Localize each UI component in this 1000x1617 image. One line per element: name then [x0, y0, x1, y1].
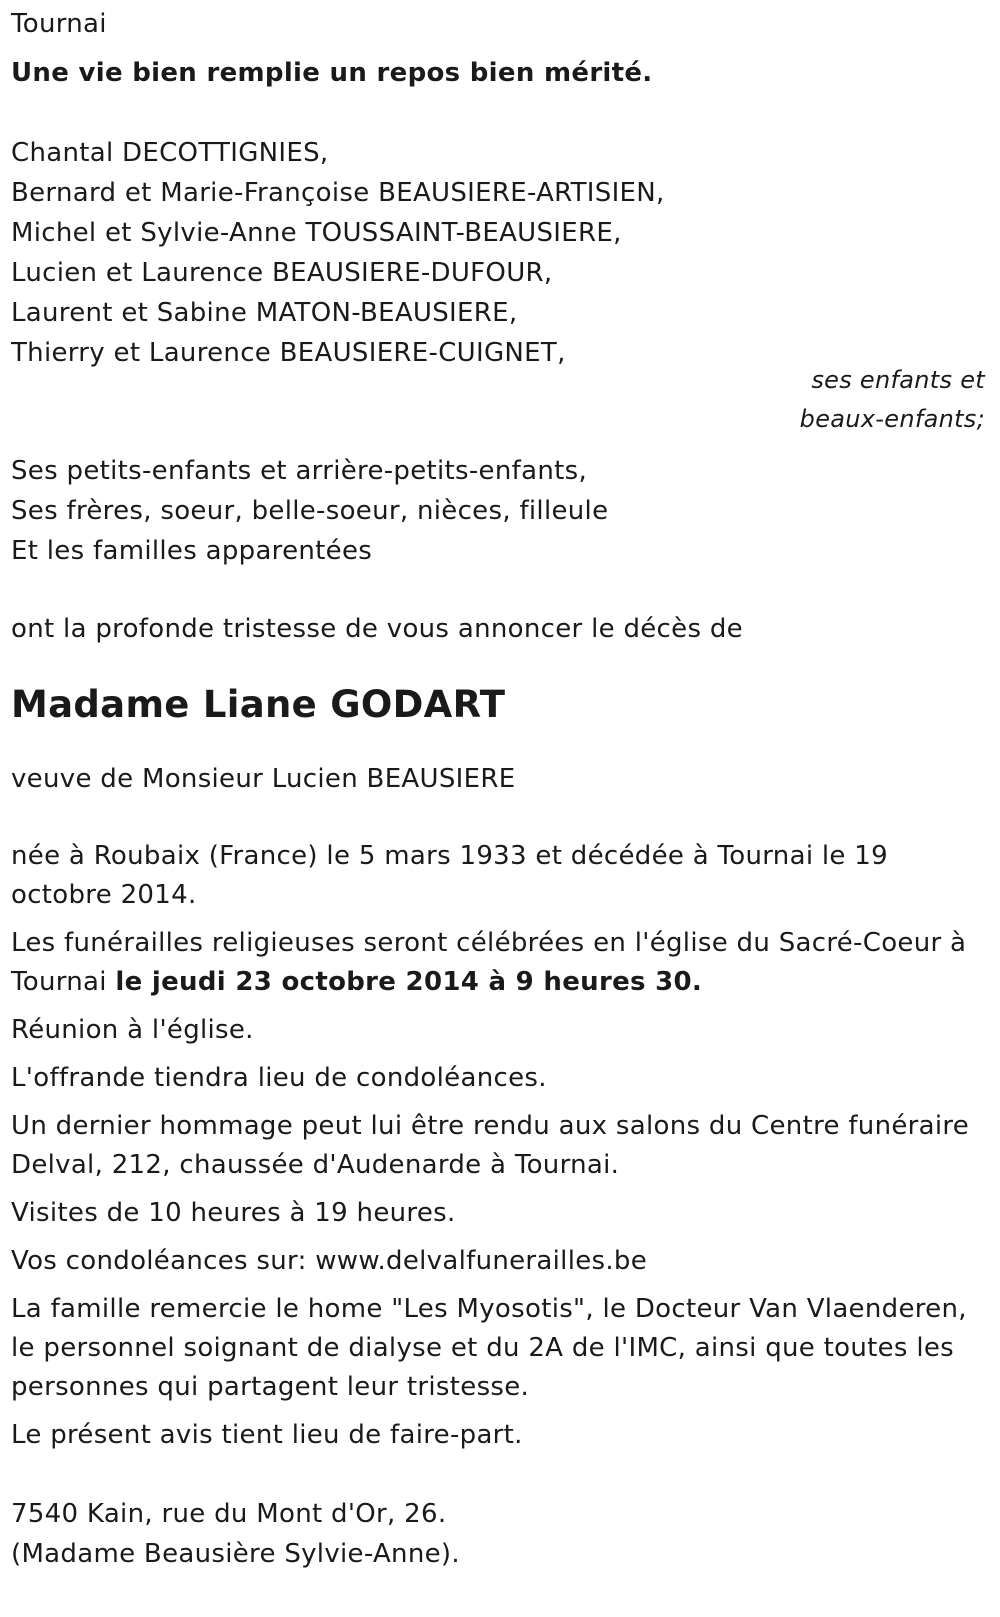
city-heading: Tournai [11, 9, 107, 39]
meeting-info: Réunion à l'église. [11, 1015, 254, 1045]
address-line: 7540 Kain, rue du Mont d'Or, 26. [11, 1499, 447, 1529]
list-item: Et les familles apparentées [11, 536, 373, 566]
funeral-text: Les funérailles religieuses seront célébrées en l'église du Sacré-Coeur à Tournai [11, 928, 967, 997]
notice-info: Le présent avis tient lieu de faire-part. [11, 1420, 523, 1450]
list-item: Lucien et Laurence BEAUSIERE-DUFOUR, [11, 258, 553, 288]
children-note-line: ses enfants et [811, 366, 985, 394]
list-item: Bernard et Marie-Françoise BEAUSIERE-ARTISIEN, [11, 178, 665, 208]
funeral-date: le jeudi 23 octobre 2014 à 9 heures 30. [115, 967, 703, 997]
offering-info: L'offrande tiendra lieu de condoléances. [11, 1063, 547, 1093]
list-item: Ses frères, soeur, belle-soeur, nièces, filleule [11, 496, 609, 526]
obituary-notice [11, 0, 991, 1574]
thanks-info: La famille remercie le home "Les Myosotis", le Docteur Van Vlaenderen, le personnel soignant de dialyse et du 2A de l'IMC, ainsi que toutes les personnes qui partagent leur tristesse. [11, 1294, 967, 1402]
details [11, 837, 991, 1455]
list-item: Thierry et Laurence BEAUSIERE-CUIGNET, [11, 338, 566, 368]
list-item: Chantal DECOTTIGNIES, [11, 138, 329, 168]
children-list [11, 133, 991, 373]
visits-info: Visites de 10 heures à 19 heures. [11, 1198, 456, 1228]
family-list [11, 451, 991, 571]
deceased-name: Madame Liane GODART [11, 683, 506, 726]
funeral-info [11, 924, 971, 1002]
homage-info: Un dernier hommage peut lui être rendu aux salons du Centre funéraire Delval, 212, chaussée d'Audenarde à Tournai. [11, 1111, 970, 1180]
list-item: Laurent et Sabine MATON-BEAUSIERE, [11, 298, 518, 328]
motto: Une vie bien remplie un repos bien mérité. [11, 58, 653, 88]
address-contact: (Madame Beausière Sylvie-Anne). [11, 1539, 460, 1569]
children-note [800, 361, 985, 439]
widow-of: veuve de Monsieur Lucien BEAUSIERE [11, 764, 516, 794]
birth-death: née à Roubaix (France) le 5 mars 1933 et décédée à Tournai le 19 octobre 2014. [11, 841, 888, 910]
list-item: Michel et Sylvie-Anne TOUSSAINT-BEAUSIERE, [11, 218, 622, 248]
condolences-info: Vos condoléances sur: www.delvalfunerailles.be [11, 1246, 648, 1276]
children-note-line: beaux-enfants; [799, 405, 985, 433]
announcement: ont la profonde tristesse de vous annoncer le décès de [11, 614, 743, 644]
list-item: Ses petits-enfants et arrière-petits-enfants, [11, 456, 588, 486]
